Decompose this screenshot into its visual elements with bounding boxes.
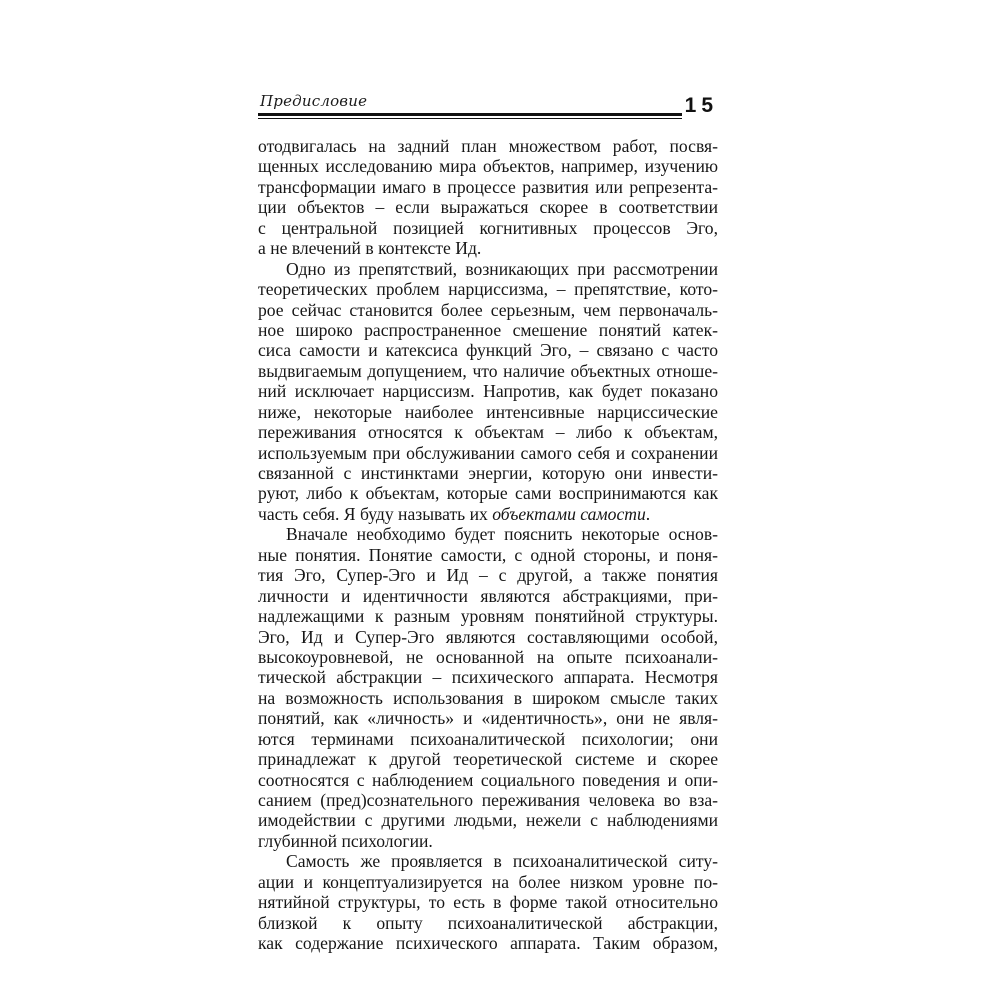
text-run: часть себя. Я буду называть их: [258, 503, 493, 524]
text-line: Эго, Ид и Супер-Эго являются составляющими особой,: [258, 626, 718, 647]
text-line: переживания относятся к объектам – либо к объектам,: [258, 422, 718, 443]
header-rule-thick: [258, 113, 682, 116]
text-line: ные понятия. Понятие самости, с одной стороны, и поня-: [258, 544, 718, 565]
running-head: [258, 92, 718, 128]
text-line: на возможность использования в широком смысле таких: [258, 687, 718, 708]
text-line: выдвигаемым допущением, что наличие объектных отноше-: [258, 360, 718, 381]
paragraph-1: [258, 136, 718, 259]
text-line: трансформации имаго в процессе развития или репрезента-: [258, 176, 718, 197]
text-line: близкой к опыту психоаналитической абстракции,: [258, 912, 718, 933]
text-line: сиса самости и катексиса функций Эго, – связано с часто: [258, 340, 718, 361]
section-title: Предисловие: [260, 92, 368, 110]
text-line-with-emphasis: [258, 504, 718, 524]
text-line: ное широко распространенное смешение понятий катек-: [258, 319, 718, 340]
paragraph-3: [258, 524, 718, 851]
text-line: ниже, некоторые наиболее интенсивные нарциссические: [258, 401, 718, 422]
text-line: Одно из препятствий, возникающих при рассмотрении: [286, 258, 718, 279]
text-line: используемым при обслуживании самого себя и сохранении: [258, 442, 718, 463]
emphasized-term: объектами самости: [492, 503, 646, 524]
text-line: теоретических проблем нарциссизма, – препятствие, кото-: [258, 279, 718, 300]
text-run: .: [645, 503, 651, 524]
body-text: [258, 136, 718, 954]
text-line: отодвигалась на задний план множеством работ, посвя-: [258, 136, 718, 156]
text-line: рое сейчас становится более серьезным, чем первоначаль-: [258, 299, 718, 320]
paragraph-4: [258, 851, 718, 953]
text-line: тия Эго, Супер-Эго и Ид – с другой, а также понятия: [258, 565, 718, 586]
text-line: имодействии с другими людьми, нежели с наблюдениями: [258, 810, 718, 831]
paragraph-2: [258, 259, 718, 525]
text-line: высокоуровневой, не основанной на опыте психоанали-: [258, 646, 718, 667]
text-line: ются терминами психоаналитической психологии; они: [258, 728, 718, 749]
text-line: нятийной структуры, то есть в форме такой относительно: [258, 892, 718, 913]
text-line: Самость же проявляется в психоаналитической ситу-: [286, 851, 718, 872]
header-rule-thin: [258, 118, 682, 119]
text-line: руют, либо к объектам, которые сами воспринимаются как: [258, 483, 718, 504]
text-line: глубинной психологии.: [258, 830, 433, 851]
text-line: связанной с инстинктами энергии, которую они инвести-: [258, 463, 718, 483]
text-line: а не влечений в контексте Ид.: [258, 238, 482, 259]
text-line: как содержание психического аппарата. Таким образом,: [258, 933, 718, 954]
text-line: надлежащими к разным уровням понятийной структуры.: [258, 606, 718, 627]
text-line: принадлежат к другой теоретической системе и скорее: [258, 749, 718, 770]
page-number: 15: [684, 94, 718, 117]
text-line: личности и идентичности являются абстракциями, при-: [258, 585, 718, 606]
text-line: ний исключает нарциссизм. Напротив, как будет показано: [258, 381, 718, 402]
text-line: ции объектов – если выражаться скорее в соответствии: [258, 197, 718, 218]
text-line: санием (пред)сознательного переживания человека во вза-: [258, 790, 718, 810]
text-line: ации и концептуализируется на более низком уровне по-: [258, 871, 718, 892]
text-line: тической абстракции – психического аппарата. Несмотря: [258, 667, 718, 688]
text-line: с центральной позицией когнитивных процессов Эго,: [258, 217, 718, 238]
text-line: Вначале необходимо будет пояснить некоторые основ-: [286, 524, 718, 545]
text-line: соотносятся с наблюдением социального поведения и опи-: [258, 769, 718, 790]
text-line: щенных исследованию мира объектов, например, изучению: [258, 156, 718, 177]
text-line: понятий, как «личность» и «идентичность», они не явля-: [258, 708, 718, 729]
